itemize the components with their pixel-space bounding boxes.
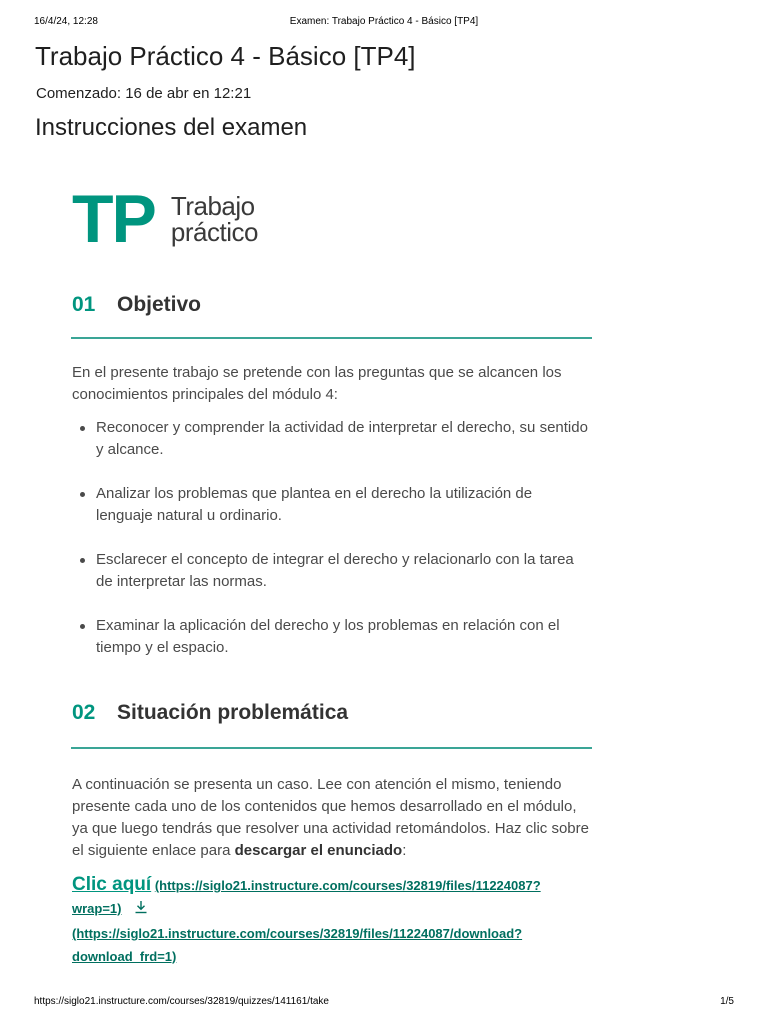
tp-logo-word-line1: Trabajo: [170, 191, 255, 221]
download-link-line-2: [72, 945, 612, 968]
download-links: [72, 873, 612, 968]
file-link-line-2: [72, 897, 612, 922]
section-title: Objetivo: [117, 293, 202, 316]
section-title: Situación problemática: [117, 701, 349, 724]
situacion-paragraph: [72, 774, 592, 862]
print-title: Examen: Trabajo Práctico 4 - Básico [TP4]: [289, 16, 479, 27]
started-timestamp: Comenzado: 16 de abr en 12:21: [36, 85, 252, 102]
section-objetivo-header: [72, 293, 201, 317]
download-icon[interactable]: [133, 899, 149, 922]
tp-logo-word-line2: práctico: [170, 217, 258, 247]
instructions-heading: Instrucciones del examen: [35, 114, 308, 141]
section-situacion-header: [72, 701, 348, 725]
download-url-link[interactable]: (https://siglo21.instructure.com/courses/32819/files/11224087/download?: [72, 926, 523, 941]
section-divider: [71, 747, 592, 749]
list-item: Analizar los problemas que plantea en el derecho la utilización de lenguaje natural u ordinario.: [72, 483, 592, 527]
list-item: Reconocer y comprender la actividad de interpretar el derecho, su sentido y alcance.: [72, 417, 592, 461]
tp-logo-word: [171, 193, 258, 245]
objetivo-list: [72, 417, 592, 659]
print-date: 16/4/24, 12:28: [34, 16, 98, 27]
file-url-link[interactable]: (https://siglo21.instructure.com/courses/32819/files/11224087?: [154, 878, 541, 893]
download-url-link-continued[interactable]: download_frd=1): [72, 949, 177, 964]
list-item: Esclarecer el concepto de integrar el derecho y relacionarlo con la tarea de interpretar las normas.: [72, 549, 592, 593]
objetivo-body: [72, 362, 592, 681]
download-link-line: [72, 922, 612, 945]
section-number: 01: [72, 293, 96, 316]
section-number: 02: [72, 701, 96, 724]
situacion-end: :: [402, 842, 407, 859]
tp-logo: [72, 181, 258, 257]
print-url: https://siglo21.instructure.com/courses/32819/quizzes/141161/take: [34, 996, 329, 1007]
file-link-line: [72, 873, 612, 897]
situacion-bold: descargar el enunciado: [234, 842, 403, 859]
objetivo-intro: En el presente trabajo se pretende con las preguntas que se alcancen los conocimientos principales del módulo 4:: [72, 364, 562, 403]
clic-aqui-link[interactable]: Clic aquí: [72, 874, 152, 895]
quiz-title: Trabajo Práctico 4 - Básico [TP4]: [35, 41, 416, 71]
file-url-link-continued[interactable]: wrap=1): [72, 901, 122, 916]
page-counter: 1/5: [720, 996, 734, 1007]
situacion-body: [72, 774, 592, 862]
list-item: Examinar la aplicación del derecho y los problemas en relación con el tiempo y el espacio.: [72, 615, 592, 659]
tp-logo-mark: TP: [72, 181, 155, 257]
section-divider: [71, 337, 592, 339]
situacion-text: A continuación se presenta un caso. Lee con atención el mismo, teniendo presente cada uno de los contenidos que hemos desarrollado en el módulo, ya que luego tendrás que resolver una actividad retomándolos. Haz clic sobre el siguiente enlace para: [72, 776, 589, 859]
